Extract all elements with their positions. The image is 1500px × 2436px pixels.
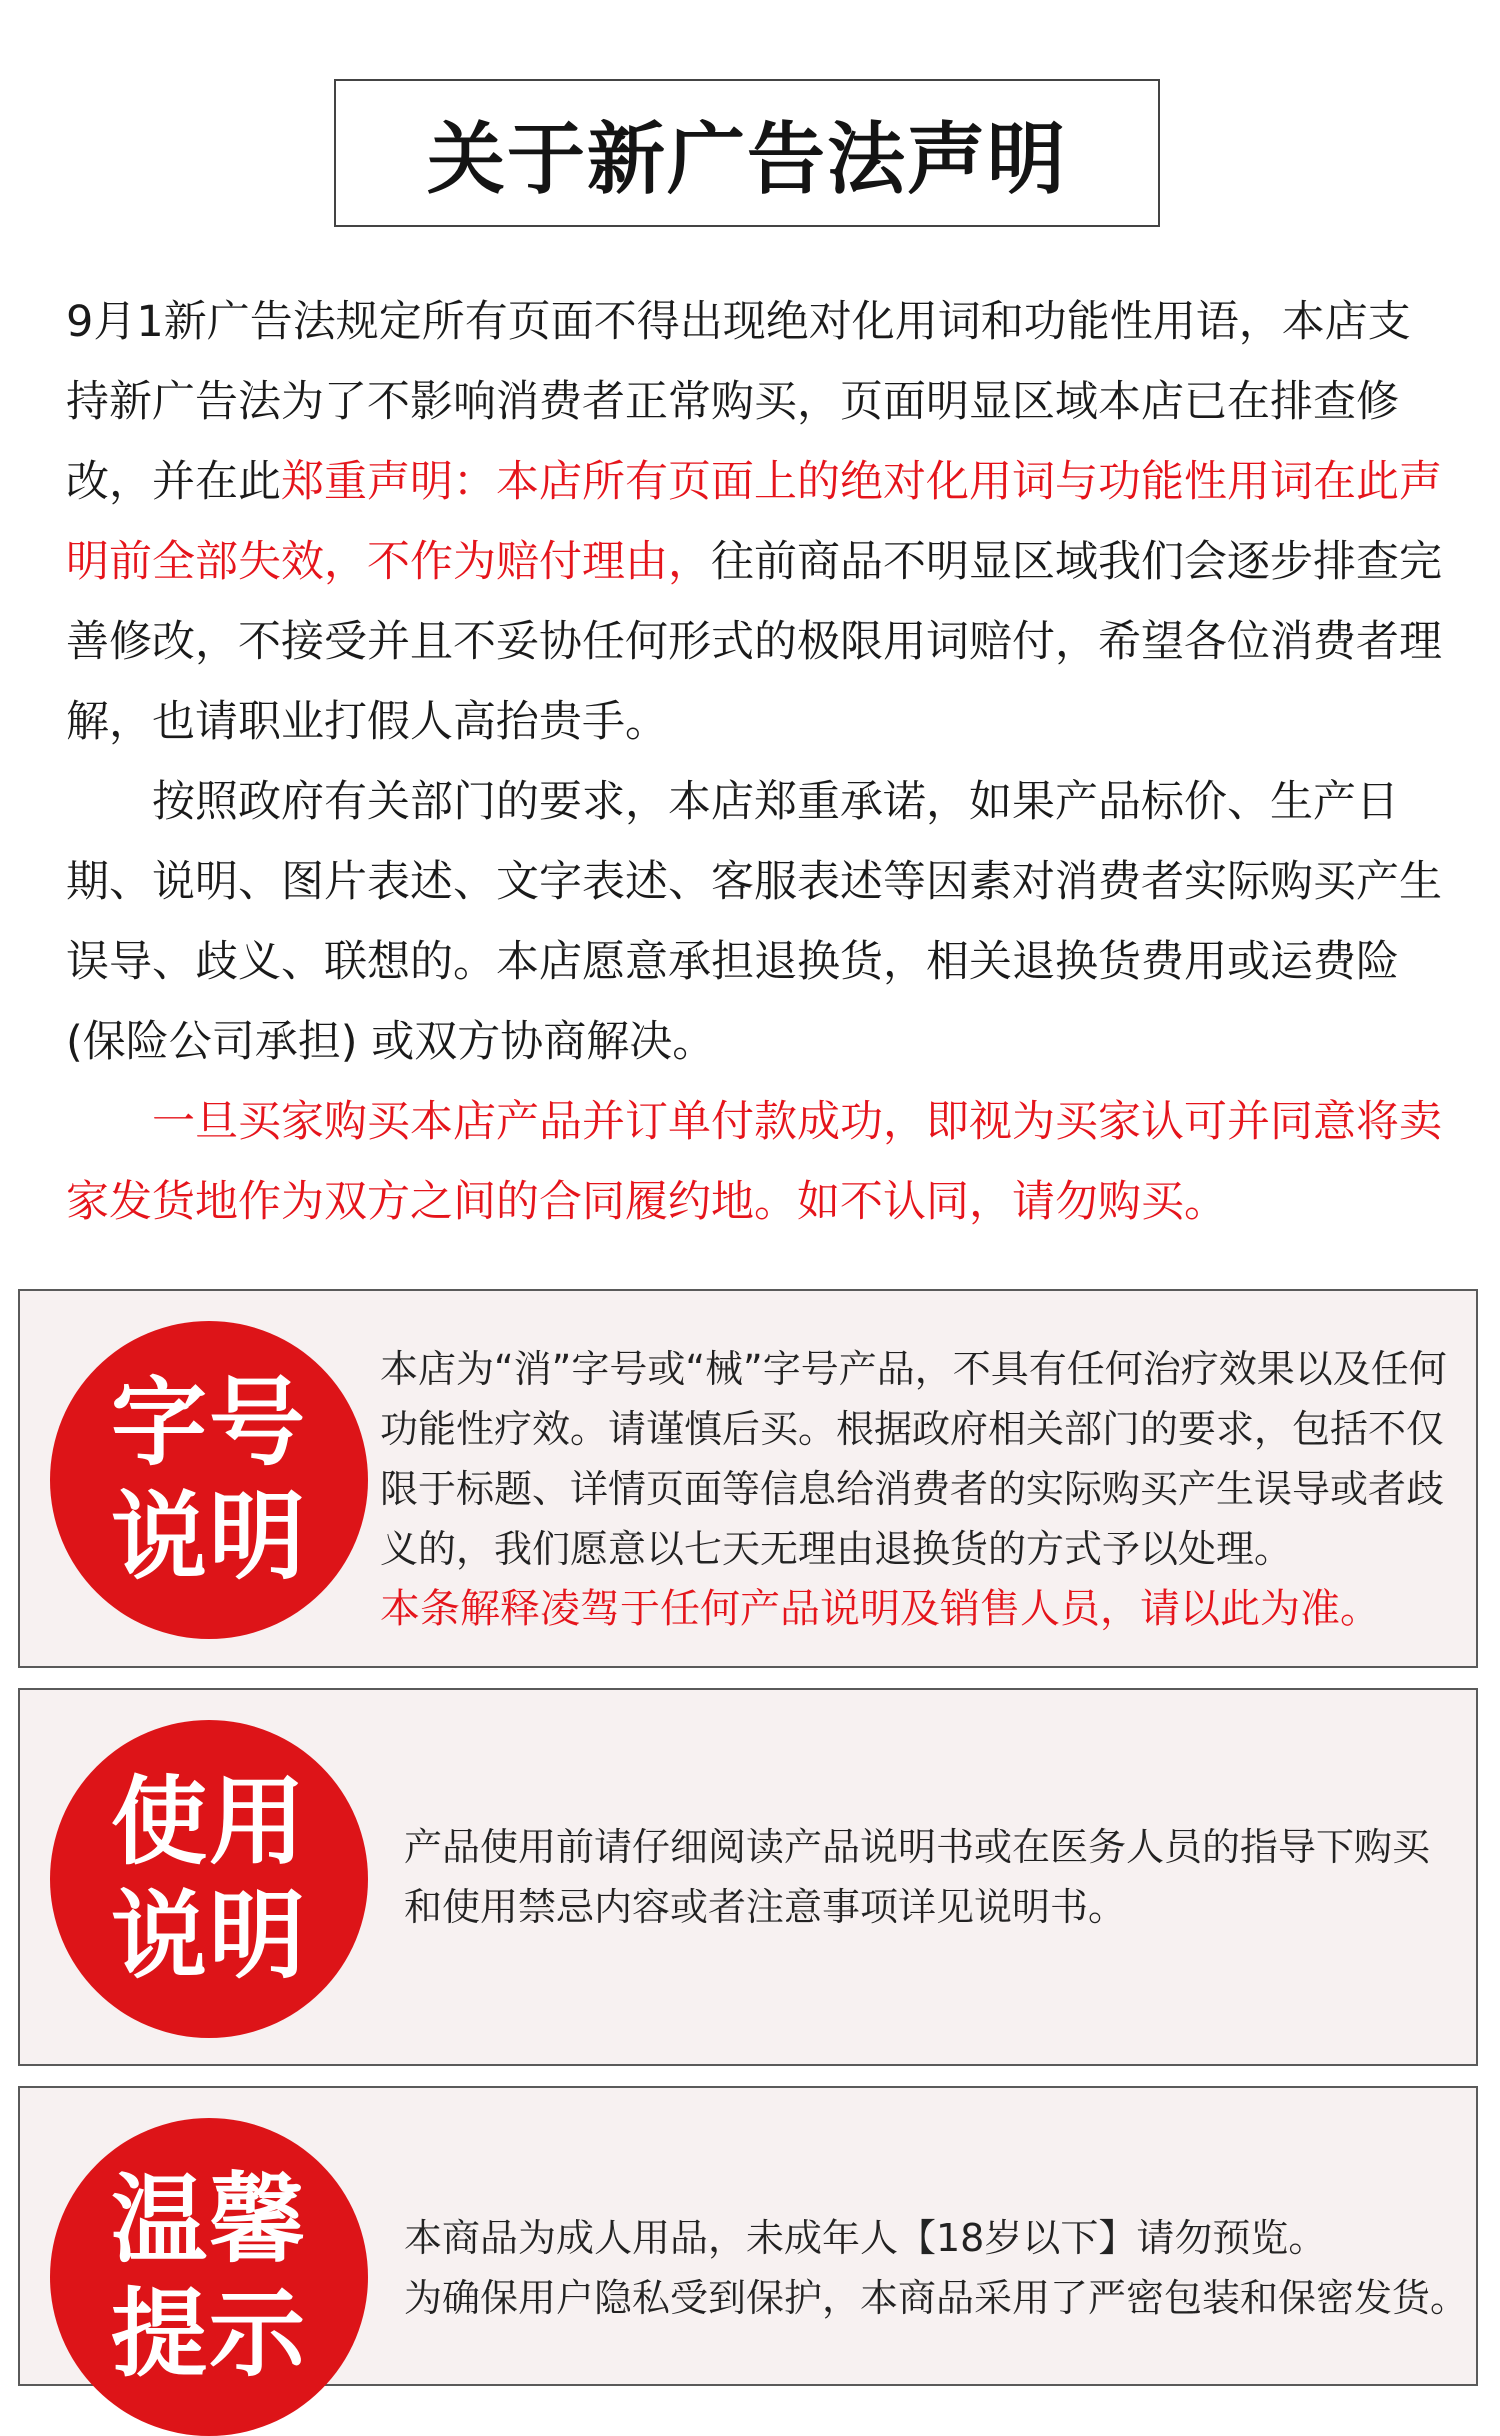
notice-p1-part1: 9月1新广告法规定所有页面不得出现绝对化用词和功能性用语，本店支持新广告法为了不影响消费者正常购买，页面明显区域本店已在排查修改，并在此 xyxy=(66,297,1411,507)
badge-usage-line2: 说明 xyxy=(111,1880,307,1992)
license-text: 本店为“消”字号或“械”字号产品，不具有任何治疗效果以及任何功能性疗效。请谨慎后买。根据政府相关部门的要求，包括不仅限于标题、详情页面等信息给消费者的实际购买产生误导或者歧义的，我们愿意以七天无理由退换货的方式予以处理。 xyxy=(380,1347,1447,1571)
badge-tips xyxy=(50,2118,368,2436)
badge-license xyxy=(50,1321,368,1639)
badge-license-line2: 说明 xyxy=(111,1481,307,1593)
badge-tips-line1: 温馨 xyxy=(111,2164,307,2276)
license-text-block xyxy=(380,1339,1470,1639)
notice-p1-part2: 往前商品不明显区域我们会逐步排查完善修改，不接受并且不妥协任何形式的极限用词赔付，希望各位消费者理解，也请职业打假人高抬贵手。 xyxy=(66,537,1442,747)
info-box-tips xyxy=(18,2086,1478,2390)
badge-license-line1: 字号 xyxy=(111,1367,307,1479)
info-box-usage xyxy=(18,1688,1478,2066)
tips-line-1: 本商品为成人用品，未成年人【18岁以下】请勿预览。 xyxy=(404,2216,1327,2260)
notice-text xyxy=(66,282,1446,1242)
tips-text-block xyxy=(404,2208,1474,2328)
license-red-text: 本条解释凌驾于任何产品说明及销售人员，请以此为准。 xyxy=(380,1586,1380,1632)
notice-paragraph-2: 按照政府有关部门的要求，本店郑重承诺，如果产品标价、生产日期、说明、图片表述、文字表述、客服表述等因素对消费者实际购买产生误导、歧义、联想的。本店愿意承担退换货，相关退换货费用或运费险(保险公司承担) 或双方协商解决。 xyxy=(66,777,1442,1067)
notice-paragraph-1 xyxy=(66,282,1446,762)
badge-usage xyxy=(50,1720,368,2038)
usage-text: 产品使用前请仔细阅读产品说明书或在医务人员的指导下购买和使用禁忌内容或者注意事项详见说明书。 xyxy=(404,1825,1431,1929)
info-box-license xyxy=(18,1289,1478,1668)
notice-paragraph-3: 一旦买家购买本店产品并订单付款成功，即视为买家认可并同意将卖家发货地作为双方之间的合同履约地。如不认同，请勿购买。 xyxy=(66,1097,1442,1227)
usage-text-block xyxy=(404,1817,1464,1937)
badge-tips-line2: 提示 xyxy=(111,2278,307,2390)
page-title: 关于新广告法声明 xyxy=(426,115,1067,205)
title-box xyxy=(334,79,1160,227)
notice-p1-red: 郑重声明：本店所有页面上的绝对化用词与功能性用词在此声明前全部失效，不作为赔付理由， xyxy=(66,457,1442,587)
badge-usage-line1: 使用 xyxy=(111,1766,307,1878)
tips-line-2: 为确保用户隐私受到保护，本商品采用了严密包装和保密发货。 xyxy=(404,2276,1469,2320)
